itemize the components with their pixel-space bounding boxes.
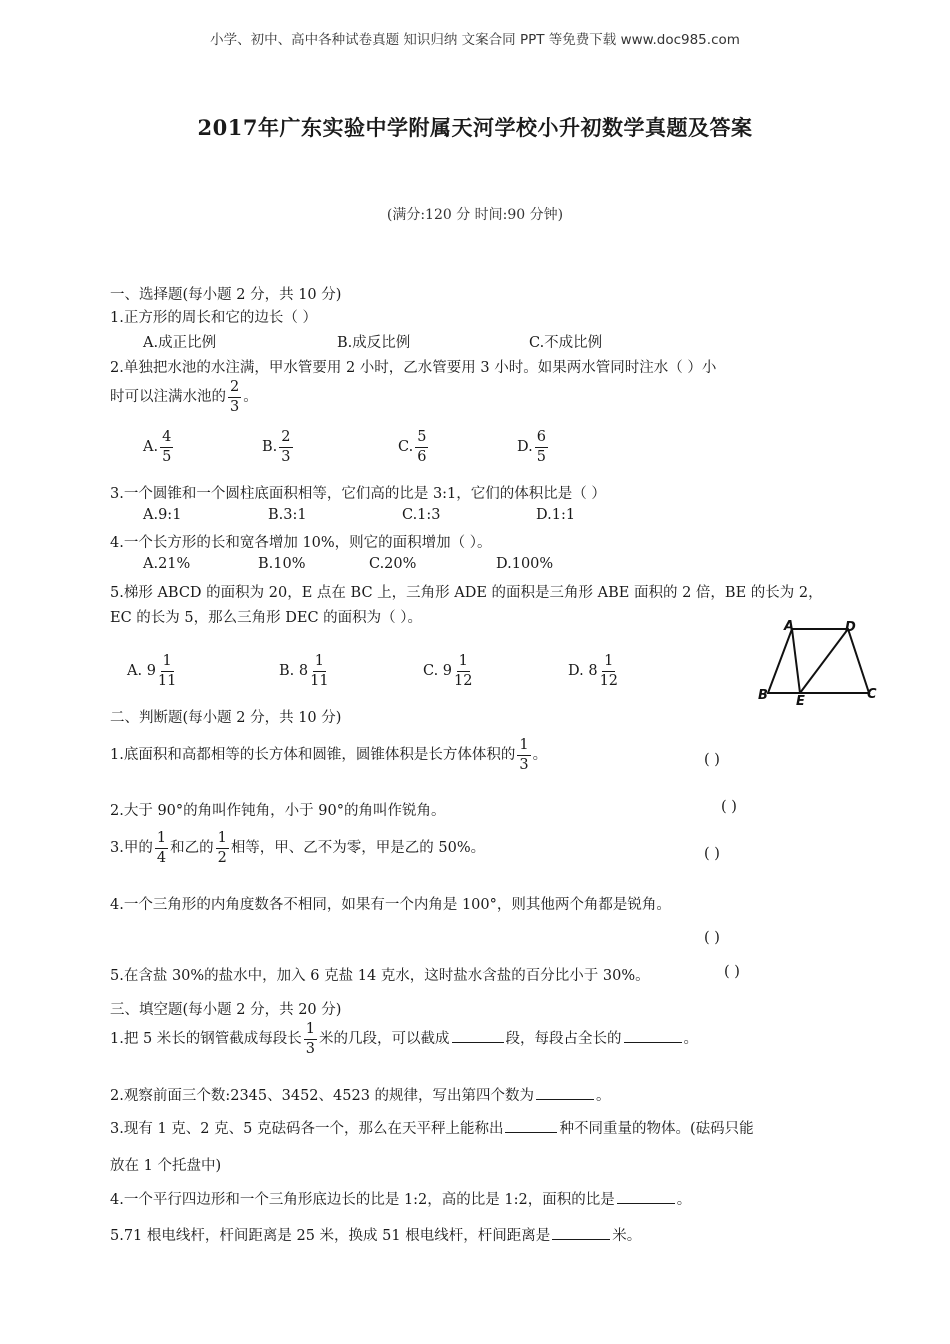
s1-q1-option-c: C.不成比例 xyxy=(529,335,603,351)
s1-q1-option-b: B.成反比例 xyxy=(337,335,411,351)
trapezoid-outline xyxy=(768,629,869,693)
page-title: 2017年广东实验中学附属天河学校小升初数学真题及答案 xyxy=(197,115,753,140)
s1-q2-line1: 2.单独把水池的水注满，甲水管要用 2 小时，乙水管要用 3 小时。如果两水管同时注水（ ）小 xyxy=(110,360,717,376)
answer-blank[interactable] xyxy=(536,1086,594,1100)
s1-q1-option-a: A.成正比例 xyxy=(143,335,217,351)
s2-q5: 5.在含盐 30%的盐水中，加入 6 克盐 14 克水，这时盐水含盐的百分比小于 30%。 xyxy=(110,968,650,984)
answer-blank[interactable] xyxy=(452,1029,504,1043)
s1-q5-line2: EC 的长为 5，那么三角形 DEC 的面积为（ ）。 xyxy=(110,610,423,626)
s2-q2: 2.大于 90°的角叫作钝角，小于 90°的角叫作锐角。 xyxy=(110,803,446,819)
s1-q2-line2: 时可以注满水池的 $\frac{2}{3}$ 。 xyxy=(110,379,258,415)
s3-q3: 3.现有 1 克、2 克、5 克砝码各一个，那么在天平秤上能称出 种不同重量的物体。(砝码只能 xyxy=(110,1121,754,1137)
s2-q3-answer-paren[interactable]: ( ) xyxy=(704,846,720,862)
s1-q3-option-b: B.3:1 xyxy=(268,507,307,523)
s1-q5-option-a: A. 9 $\frac{1}{11}$ xyxy=(127,653,177,689)
s1-q2-option-d: D. $\frac{6}{5}$ xyxy=(517,429,546,465)
section-2-heading: 二、判断题(每小题 2 分，共 10 分) xyxy=(110,710,342,726)
label-c: C xyxy=(867,687,877,702)
s2-q4-answer-paren[interactable]: ( ) xyxy=(704,930,720,946)
s1-q5-option-d: D. 8 $\frac{1}{12}$ xyxy=(568,653,619,689)
page-header: 小学、初中、高中各种试卷真题 知识归纳 文案合同 PPT 等免费下载 www.doc985.com xyxy=(210,32,740,48)
section-3-heading: 三、填空题(每小题 2 分，共 20 分) xyxy=(110,1002,342,1018)
exam-info: (满分:120 分 时间:90 分钟) xyxy=(386,207,564,223)
s3-q4: 4.一个平行四边形和一个三角形底边长的比是 1:2，高的比是 1:2，面积的比是 。 xyxy=(110,1192,692,1208)
s2-q1: 1.底面积和高都相等的长方体和圆锥，圆锥体积是长方体体积的 $\frac{1}{3}$ 。 xyxy=(110,737,548,773)
answer-blank[interactable] xyxy=(552,1226,610,1240)
s1-q1-text: 1.正方形的周长和它的边长（ ） xyxy=(110,310,317,326)
s2-q2-answer-paren[interactable]: ( ) xyxy=(721,799,737,815)
s3-q3-cont: 放在 1 个托盘中) xyxy=(110,1158,222,1174)
answer-blank[interactable] xyxy=(505,1119,557,1133)
s1-q3-text: 3.一个圆锥和一个圆柱底面积相等，它们高的比是 3:1，它们的体积比是（ ） xyxy=(110,486,606,502)
s3-q2: 2.观察前面三个数:2345、3452、4523 的规律，写出第四个数为 。 xyxy=(110,1088,611,1104)
s1-q3-option-d: D.1:1 xyxy=(536,507,576,523)
answer-blank[interactable] xyxy=(624,1029,682,1043)
s1-q3-option-c: C.1:3 xyxy=(402,507,441,523)
label-d: D xyxy=(845,620,856,635)
s2-q4: 4.一个三角形的内角度数各不相同，如果有一个内角是 100°，则其他两个角都是锐角。 xyxy=(110,897,671,913)
s1-q4-option-d: D.100% xyxy=(496,556,554,572)
fraction: $\frac{2}{3}$ xyxy=(230,379,240,415)
label-a: A xyxy=(784,619,795,634)
s1-q2-option-c: C. $\frac{5}{6}$ xyxy=(398,429,427,465)
s1-q2-option-b: B. $\frac{2}{3}$ xyxy=(262,429,291,465)
s2-q5-answer-paren[interactable]: ( ) xyxy=(724,964,740,980)
answer-blank[interactable] xyxy=(617,1190,675,1204)
s1-q5-option-b: B. 8 $\frac{1}{11}$ xyxy=(279,653,329,689)
s3-q5: 5.71 根电线杆，杆间距离是 25 米，换成 51 根电线杆，杆间距离是 米。 xyxy=(110,1228,642,1244)
segment-ae xyxy=(792,629,800,693)
section-1-heading: 一、选择题(每小题 2 分，共 10 分) xyxy=(110,287,342,303)
label-e: E xyxy=(796,694,805,709)
s1-q4-text: 4.一个长方形的长和宽各增加 10%，则它的面积增加（ ）。 xyxy=(110,535,492,551)
s2-q3: 3.甲的 $\frac{1}{4}$ 和乙的 $\frac{1}{2}$ 相等，甲、乙不为零，甲是乙的 50%。 xyxy=(110,830,486,866)
s1-q4-option-c: C.20% xyxy=(369,556,417,572)
label-b: B xyxy=(758,688,768,703)
s3-q1: 1.把 5 米长的钢管截成每段长 $\frac{1}{3}$ 米的几段，可以截成 段，每段占全长的 。 xyxy=(110,1021,699,1057)
s1-q3-option-a: A.9:1 xyxy=(143,507,182,523)
s1-q4-option-b: B.10% xyxy=(258,556,306,572)
s1-q5-line1: 5.梯形 ABCD 的面积为 20，E 点在 BC 上，三角形 ADE 的面积是三角形 ABE 面积的 2 倍，BE 的长为 2， xyxy=(110,585,823,601)
segment-de xyxy=(800,629,848,693)
s2-q1-answer-paren[interactable]: ( ) xyxy=(704,752,720,768)
s1-q2-option-a: A. $\frac{4}{5}$ xyxy=(143,429,172,465)
s1-q5-option-c: C. 9 $\frac{1}{12}$ xyxy=(423,653,473,689)
s1-q4-option-a: A.21% xyxy=(143,556,191,572)
trapezoid-figure xyxy=(752,614,884,710)
